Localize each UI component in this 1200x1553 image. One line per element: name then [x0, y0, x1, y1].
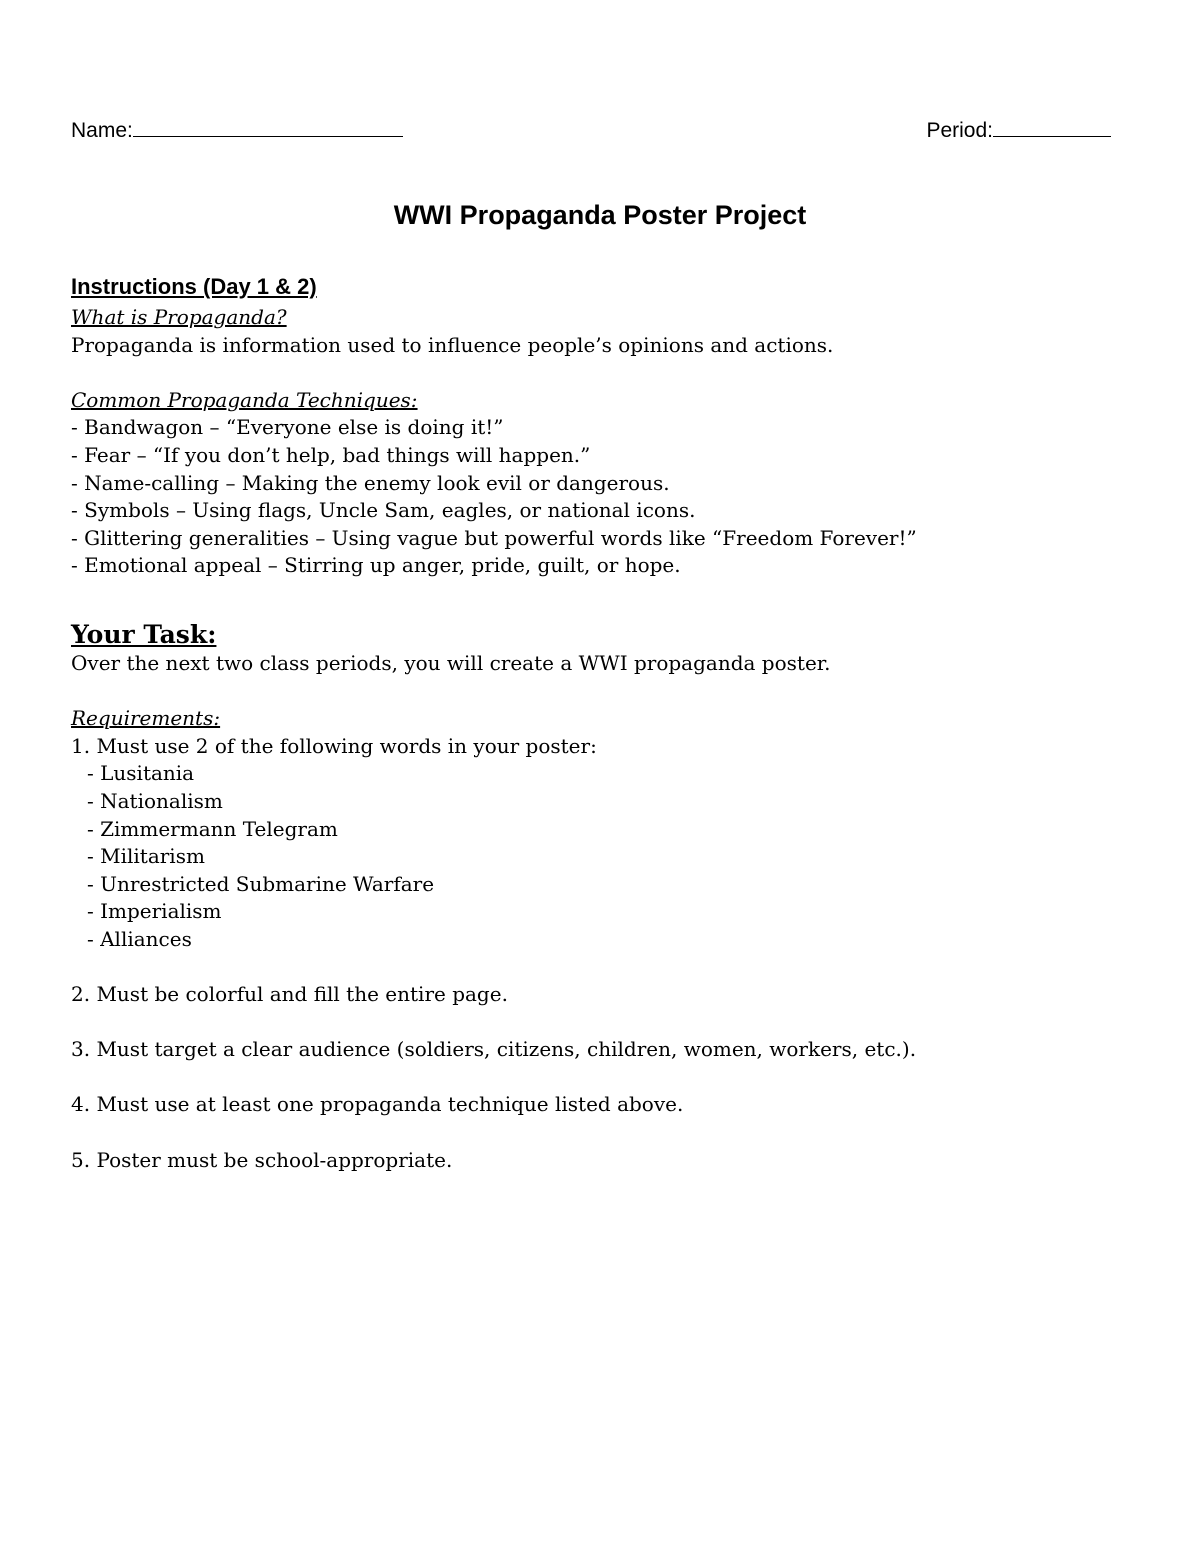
requirement-5: 5. Poster must be school-appropriate. — [71, 1147, 453, 1172]
name-blank-line[interactable] — [133, 118, 403, 137]
period-field[interactable] — [926, 118, 1111, 143]
spacer — [71, 1064, 1121, 1092]
your-task-heading: Your Task: — [71, 619, 217, 649]
spacer — [71, 953, 1121, 981]
header-row — [71, 118, 1111, 148]
requirement-4: 4. Must use at least one propaganda technique listed above. — [71, 1092, 684, 1117]
technique-item: - Symbols – Using flags, Uncle Sam, eagles, or national icons. — [71, 498, 696, 523]
name-label: Name: — [71, 119, 133, 142]
period-label: Period: — [926, 119, 993, 142]
word-item: - Zimmermann Telegram — [87, 816, 338, 841]
requirements-label: Requirements: — [71, 706, 221, 731]
technique-item: - Glittering generalities – Using vague but powerful words like “Freedom Forever!” — [71, 525, 917, 550]
what-is-propaganda-label: What is Propaganda? — [71, 305, 287, 329]
word-item: - Lusitania — [87, 761, 195, 786]
page-title: WWI Propaganda Poster Project — [393, 200, 807, 230]
spacer — [71, 1009, 1121, 1037]
document-body — [71, 270, 1121, 1174]
period-blank-line[interactable] — [993, 118, 1111, 137]
requirement-1: 1. Must use 2 of the following words in your poster: — [71, 733, 597, 758]
spacer — [71, 1119, 1121, 1147]
technique-item: - Fear – “If you don’t help, bad things will happen.” — [71, 442, 591, 467]
techniques-label: Common Propaganda Techniques: — [71, 387, 418, 412]
propaganda-definition: Propaganda is information used to influence people’s opinions and actions. — [71, 332, 834, 357]
spacer — [71, 580, 1121, 620]
spacer — [71, 678, 1121, 706]
technique-item: - Bandwagon – “Everyone else is doing it!” — [71, 415, 504, 440]
word-item: - Nationalism — [87, 788, 223, 813]
word-item: - Alliances — [87, 926, 192, 951]
word-item: - Unrestricted Submarine Warfare — [87, 871, 435, 896]
word-item: - Militarism — [87, 844, 205, 869]
task-description: Over the next two class periods, you will create a WWI propaganda poster. — [71, 650, 831, 675]
technique-item: - Emotional appeal – Stirring up anger, pride, guilt, or hope. — [71, 553, 681, 578]
name-field[interactable] — [71, 118, 403, 143]
word-item: - Imperialism — [87, 899, 222, 924]
requirement-2: 2. Must be colorful and fill the entire page. — [71, 982, 508, 1007]
technique-item: - Name-calling – Making the enemy look evil or dangerous. — [71, 470, 670, 495]
instructions-heading: Instructions (Day 1 & 2) — [71, 274, 317, 299]
spacer — [71, 359, 1121, 387]
requirement-3: 3. Must target a clear audience (soldiers, citizens, children, women, workers, etc.). — [71, 1037, 917, 1062]
